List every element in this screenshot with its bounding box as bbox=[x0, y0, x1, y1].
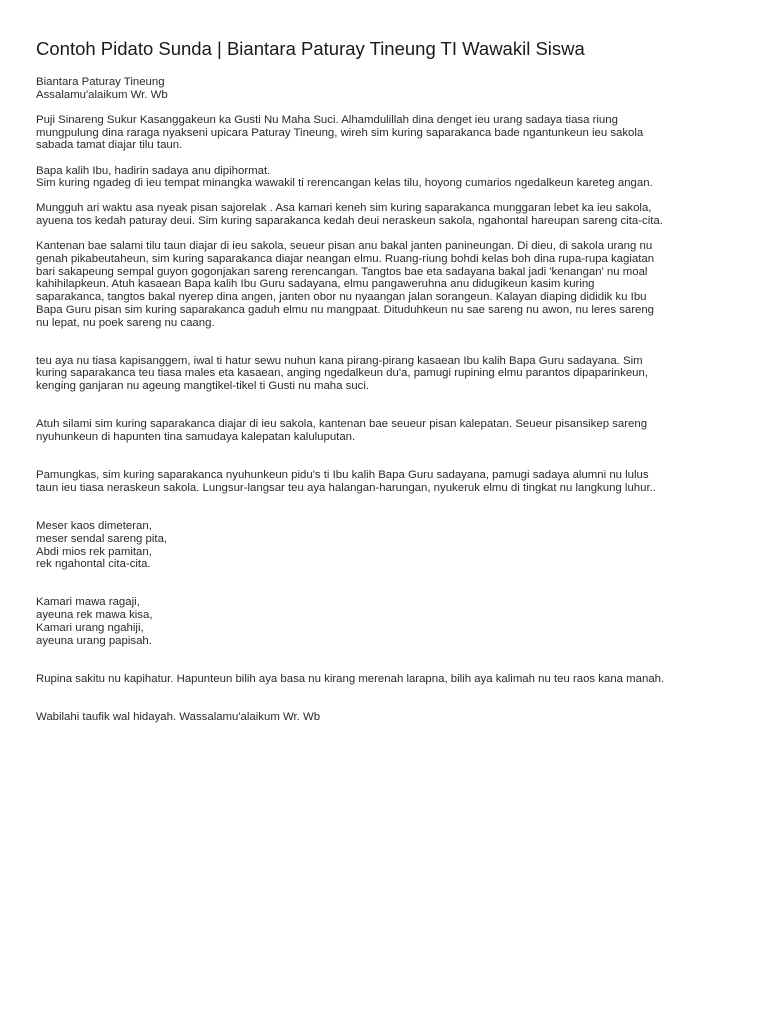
paragraph-memories: Kantenan bae salami tilu taun diajar di ieu sakola, seueur pisan anu bakal janten panineungan. Di dieu, di sakola urang nu genah pikabeutaheun, sim kuring saparakanca diajar neangan elmu. Ruang-riung bohdi kelas boh dina rupa-rupa kagiatan bari sakapeung sempal guyon gogonjakan sareng rerencangan. Tangtos bae eta sadayana bakal jadi 'kenangan' nu moal kahihilapkeun. Atuh kasaean Bapa kalih Ibu Guru sadayana, elmu pangaweruhna anu didugikeun kasim kuring saparakanca, tangtos bakal nyerep dina angen, janten obor nu nyaangan jalan sorangeun. Kalayan diaping dididik ku Ibu Bapa Guru pisan sim kuring saparakanca gaduh elmu nu mangpaat. Dituduhkeun nu sae sareng nu awon, nu leres sareng nu lepat, nu poek sareng nu caang. bbox=[36, 240, 655, 329]
paragraph-greeting: Bapa kalih Ibu, hadirin sadaya anu dipihormat. Sim kuring ngadeg di ieu tempat minangka wawakil ti rerencangan kelas tilu, hoyong cumarios ngedalkeun kareteg angan. bbox=[36, 164, 653, 190]
paragraph-conclusion: Rupina sakitu nu kapihatur. Hapunteun bilih aya basa nu kirang merenah larapna, bilih aya kalimah nu teu raos kana manah. bbox=[36, 672, 665, 685]
paragraph-spacer bbox=[36, 444, 740, 470]
paragraph-spacer bbox=[36, 152, 740, 165]
paragraph-gratitude: Puji Sinareng Sukur Kasanggakeun ka Gusti Nu Maha Suci. Alhamdulillah dina denget ieu urang sadaya tiasa riung mungpulung dina raraga nyakseni upicara Paturay Tineung, wireh sim kuring saparakanca bade ngantunkeun ieu sakola sabada tamat diajar tilu taun. bbox=[36, 113, 644, 152]
paragraph-spacer bbox=[36, 329, 740, 355]
paragraph-salutation: Wabilahi taufik wal hidayah. Wassalamu'alaikum Wr. Wb bbox=[36, 711, 321, 723]
paragraph-thanks: teu aya nu tiasa kapisanggem, iwal ti hatur sewu nuhun kana pirang-pirang kasaean Ibu kalih Bapa Guru sadayana. Sim kuring saparakanca teu tiasa males eta kasaean, anging ngedalkeun du'a, pamugi rupining elmu parantos dipaparinkeun, kenging ganjaran nu ageung mangtikel-tikel ti Gusti nu maha suci. bbox=[36, 354, 648, 393]
paragraph-spacer bbox=[36, 647, 740, 673]
poem-stanza-2: Kamari mawa ragaji, ayeuna rek mawa kisa, Kamari urang ngahiji, ayeuna urang papisah. bbox=[36, 596, 153, 647]
poem-stanza-1: Meser kaos dimeteran, meser sendal sareng pita, Abdi mios rek pamitan, rek ngahontal cita-cita. bbox=[36, 520, 168, 571]
document-title: Contoh Pidato Sunda | Biantara Paturay Tineung TI Wawakil Siswa bbox=[36, 38, 585, 59]
paragraph-spacer bbox=[36, 228, 740, 241]
paragraph-spacer bbox=[36, 393, 740, 419]
paragraph-spacer bbox=[36, 101, 740, 114]
document-page bbox=[36, 36, 740, 724]
paragraph-closing-wish: Pamungkas, sim kuring saparakanca nyuhunkeun pidu's ti Ibu kalih Bapa Guru sadayana, pamugi sadaya alumni nu lulus taun ieu tiasa neraskeun sakola. Lungsur-langsar teu aya halangan-harungan, nyukeruk elmu di tingkat nu langkung luhur.. bbox=[36, 469, 656, 494]
paragraph-spacer bbox=[36, 495, 740, 521]
paragraph-time: Mungguh ari waktu asa nyeak pisan sajorelak . Asa kamari keneh sim kuring saparakanca munggaran lebet ka ieu sakola, ayuena tos kedah paturay deui. Sim kuring saparakanca kedah deui neraskeun sakola, ngahontal hareupan sareng cita-cita. bbox=[36, 202, 663, 228]
paragraph-spacer bbox=[36, 190, 740, 203]
paragraph-spacer bbox=[36, 571, 740, 597]
paragraph-apology: Atuh silami sim kuring saparakanca diajar di ieu sakola, kantenan bae seueur pisan kalepatan. Seueur pisansikep sareng nyuhunkeun di hapunten tina samudaya kalepatan kaluluputan. bbox=[36, 418, 648, 444]
paragraph-opening: Biantara Paturay Tineung Assalamu'alaikum Wr. Wb bbox=[36, 76, 168, 101]
paragraph-spacer bbox=[36, 686, 740, 712]
